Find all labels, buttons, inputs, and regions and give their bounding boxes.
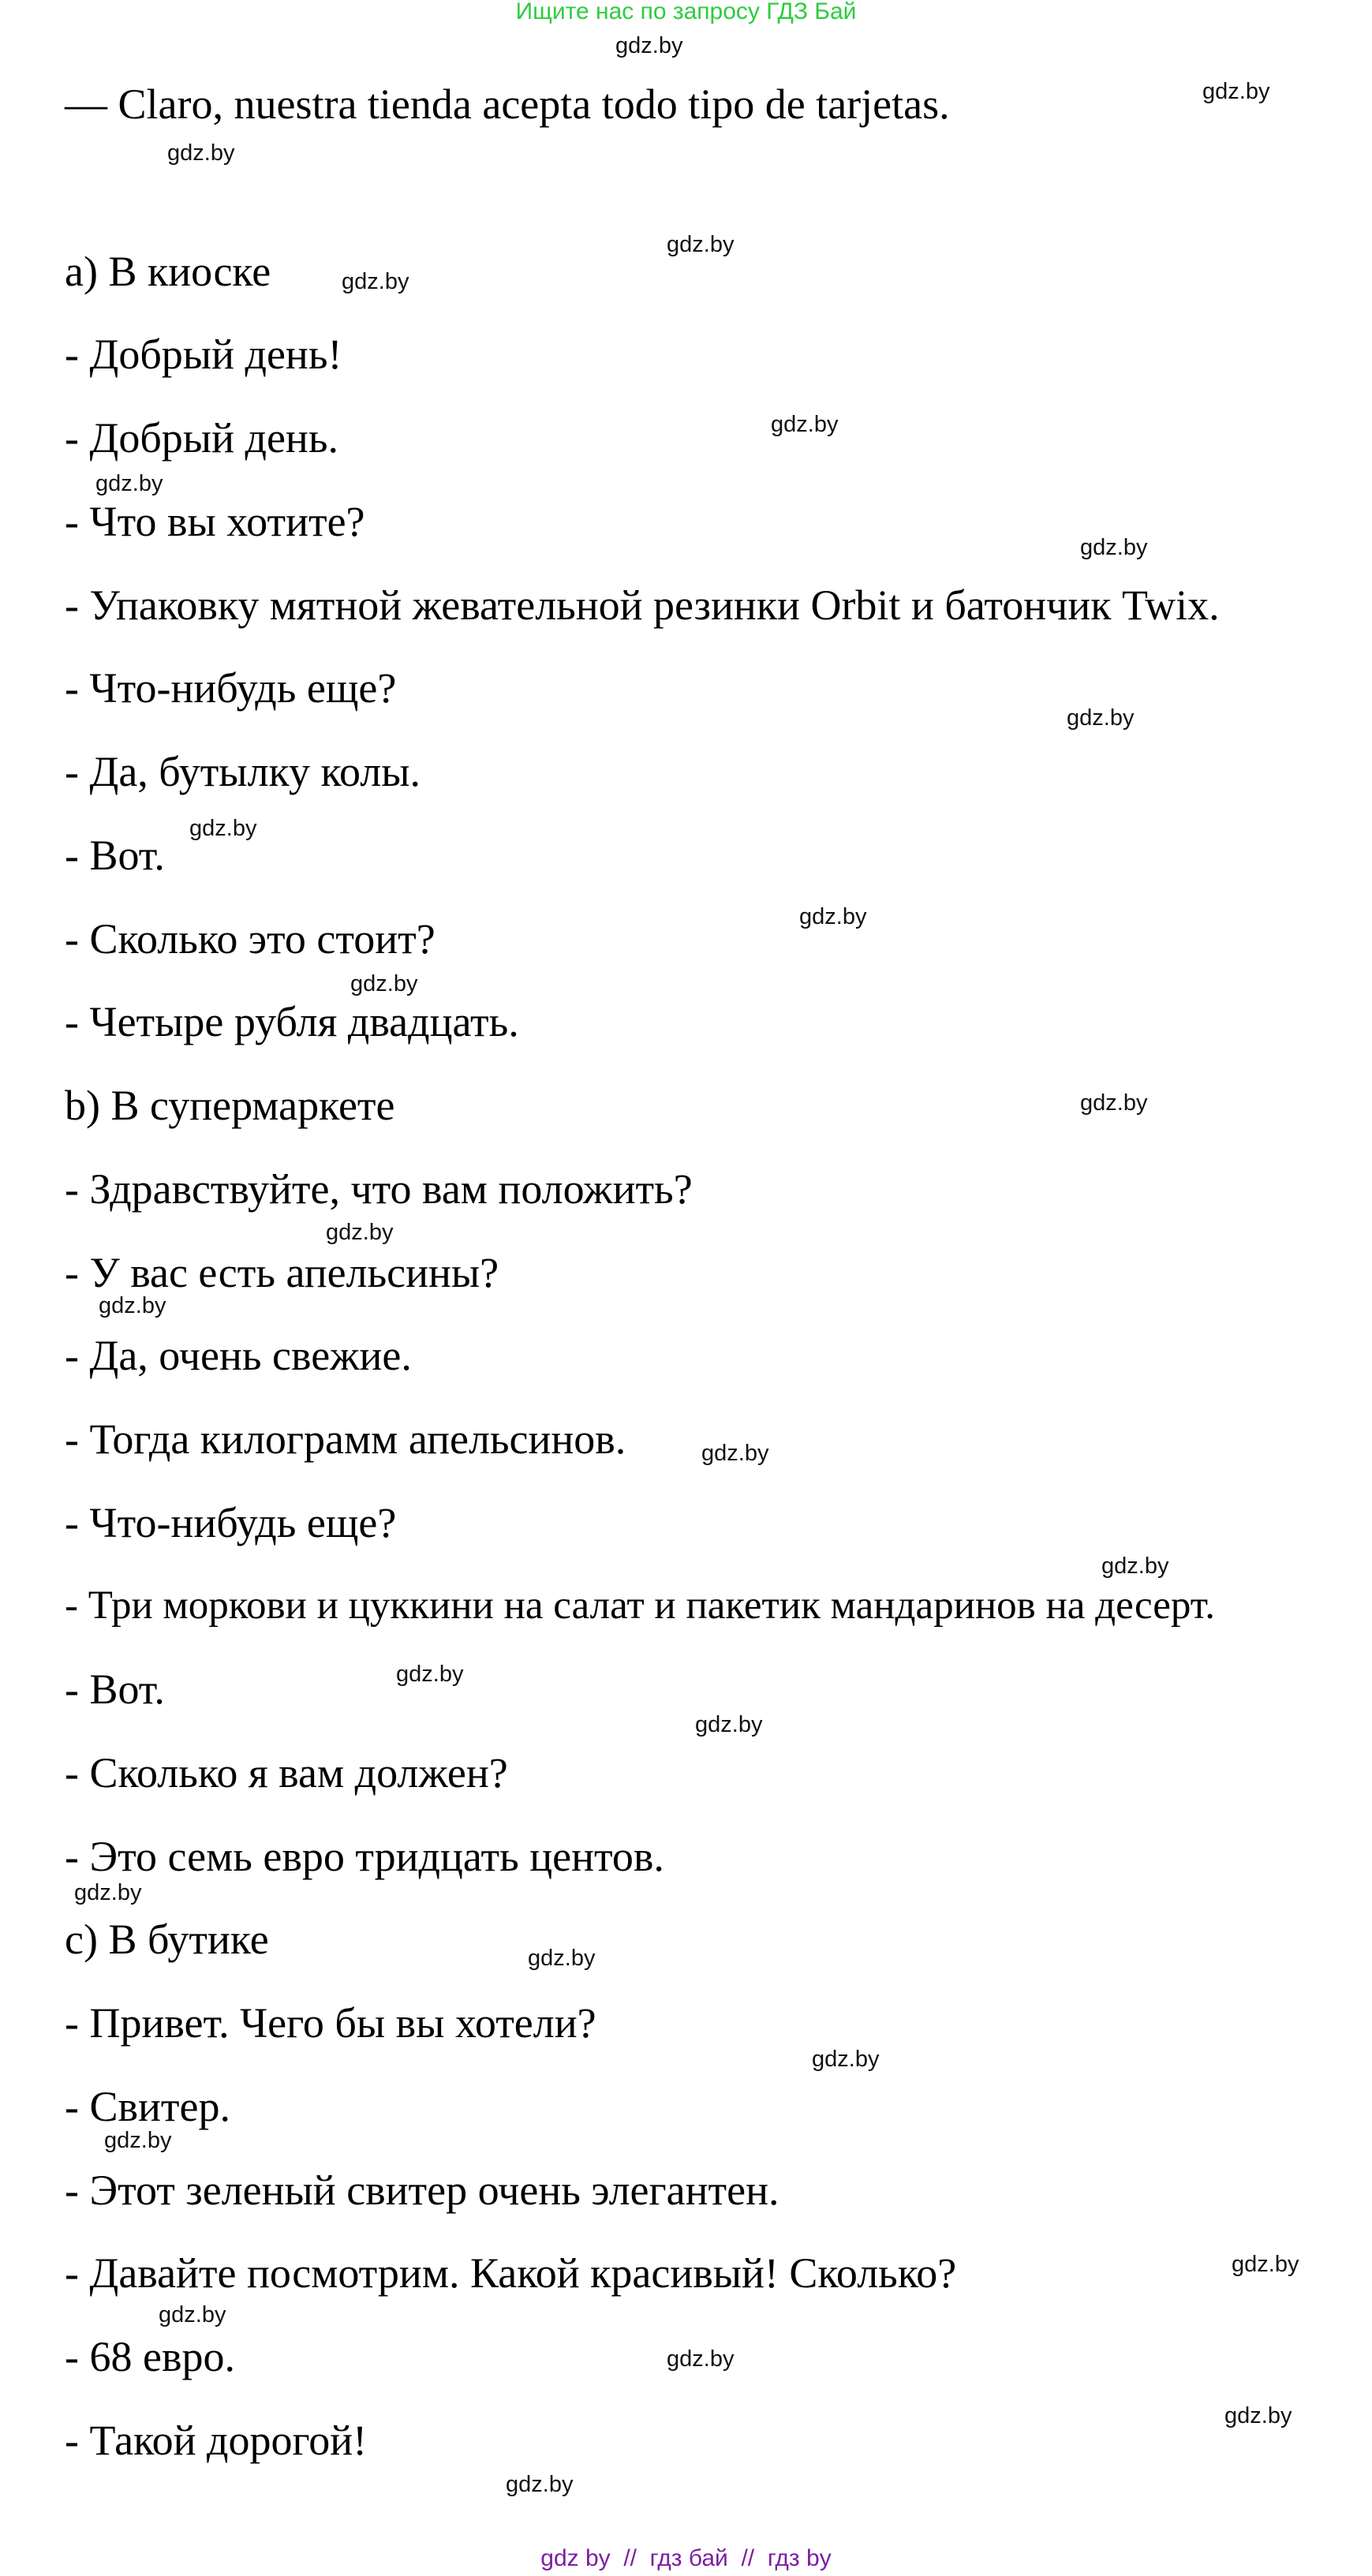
text-line: - У вас есть апельсины? (65, 1249, 499, 1296)
text-line: - Давайте посмотрим. Какой красивый! Сколько? (65, 2249, 957, 2297)
watermark: gdz.by (695, 1712, 763, 1737)
watermark: gdz.by (1080, 1090, 1148, 1116)
watermark: gdz.by (396, 1662, 464, 1687)
text-line: - Здравствуйте, что вам положить? (65, 1165, 693, 1213)
text-line: - Тогда килограмм апельсинов. (65, 1415, 626, 1463)
text-line: - Три моркови и цуккини на салат и пакетик мандаринов на десерт. (65, 1583, 1215, 1628)
text-line: - Да, бутылку колы. (65, 748, 421, 795)
watermark: gdz.by (667, 232, 735, 257)
watermark: gdz.by (667, 2346, 735, 2372)
watermark: gdz.by (326, 1220, 394, 1245)
watermark: gdz.by (506, 2472, 574, 2497)
watermark: gdz.by (771, 412, 839, 437)
text-line: - Привет. Чего бы вы хотели? (65, 1999, 596, 2047)
text-line: - Добрый день. (65, 414, 338, 462)
watermark: gdz.by (74, 1880, 142, 1905)
section-heading: a) В киоске (65, 248, 271, 295)
text-line: - Что вы хотите? (65, 498, 365, 545)
text-line: - Добрый день! (65, 331, 342, 378)
watermark: gdz.by (189, 816, 257, 841)
watermark: gdz.by (167, 140, 235, 166)
text-line: - Четыре рубля двадцать. (65, 998, 519, 1045)
text-line: - Сколько это стоит? (65, 915, 436, 963)
text-line: - Сколько я вам должен? (65, 1749, 508, 1796)
text-line: - Упаковку мятной жевательной резинки Orbit и батончик Twix. (65, 581, 1220, 629)
watermark: gdz.by (95, 471, 163, 496)
text-line: - 68 евро. (65, 2333, 235, 2380)
footer-links: gdz by // гдз бай // гдз by (540, 2545, 832, 2571)
header-banner: Ищите нас по запросу ГДЗ Бай (515, 0, 857, 24)
text-line: - Такой дорогой! (65, 2417, 368, 2464)
watermark: gdz.by (615, 33, 683, 58)
watermark: gdz.by (799, 904, 867, 929)
watermark: gdz.by (159, 2302, 226, 2327)
text-line: - Да, очень свежие. (65, 1332, 412, 1379)
text-line: - Это семь евро тридцать центов. (65, 1833, 664, 1880)
watermark: gdz.by (528, 1946, 596, 1971)
section-heading: c) В бутике (65, 1916, 269, 1963)
section-heading: b) В супермаркете (65, 1082, 395, 1129)
watermark: gdz.by (812, 2047, 880, 2072)
watermark: gdz.by (342, 269, 409, 294)
text-line: - Что-нибудь еще? (65, 664, 397, 712)
text-line: - Свитер. (65, 2083, 230, 2130)
text-line: - Вот. (65, 832, 165, 879)
watermark: gdz.by (701, 1441, 769, 1466)
watermark: gdz.by (104, 2128, 172, 2153)
text-line: - Что-нибудь еще? (65, 1499, 397, 1546)
watermark: gdz.by (1101, 1553, 1169, 1579)
watermark: gdz.by (1232, 2252, 1299, 2277)
watermark: gdz.by (350, 971, 418, 996)
text-line: - Этот зеленый свитер очень элегантен. (65, 2167, 779, 2214)
text-line: - Вот. (65, 1666, 165, 1713)
watermark: gdz.by (1202, 79, 1270, 104)
watermark: gdz.by (1080, 535, 1148, 560)
watermark: gdz.by (1224, 2403, 1292, 2428)
text-line: — Claro, nuestra tienda acepta todo tipo de tarjetas. (65, 80, 950, 128)
watermark: gdz.by (99, 1293, 166, 1318)
watermark: gdz.by (1067, 705, 1135, 731)
